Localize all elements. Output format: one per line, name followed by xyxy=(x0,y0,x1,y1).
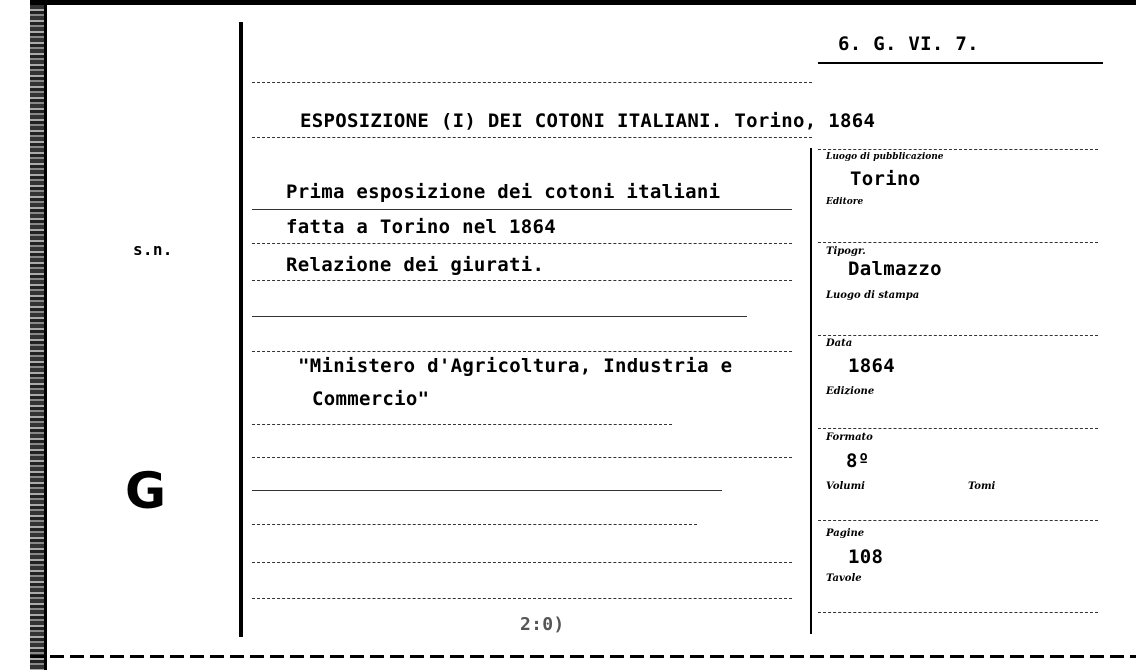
rule xyxy=(252,490,722,491)
shelfmark: 6. G. VI. 7. xyxy=(838,33,979,55)
rule xyxy=(252,562,792,563)
field-label-tomi: Tomi xyxy=(968,481,996,492)
field-value-luogo-pubblicazione: Torino xyxy=(850,168,921,190)
field-rule xyxy=(818,612,1098,613)
card-top-border xyxy=(30,0,1136,5)
card-left-edge xyxy=(30,0,44,670)
field-rule xyxy=(818,149,1098,150)
rule xyxy=(252,137,812,138)
field-label-editore: Editore xyxy=(826,197,864,207)
field-label-luogo-stampa: Luogo di stampa xyxy=(826,290,920,301)
rule xyxy=(252,209,792,210)
title-line: fatta a Torino nel 1864 xyxy=(286,216,556,238)
field-label-tipografo: Tipogr. xyxy=(826,246,866,257)
rule xyxy=(252,598,792,599)
field-value-pagine: 108 xyxy=(848,546,884,568)
field-rule xyxy=(818,242,1098,243)
shelfmark-underline xyxy=(818,62,1103,64)
author-line: Commercio" xyxy=(312,388,430,410)
heading: ESPOSIZIONE (I) DEI COTONI ITALIANI. Torino, 1864 xyxy=(300,110,876,132)
card-bottom-border xyxy=(30,655,1136,658)
author-line: "Ministero d'Agricoltura, Industria e xyxy=(298,355,733,377)
rule xyxy=(252,82,812,83)
rule xyxy=(252,243,792,244)
field-label-luogo-pubblicazione: Luogo di pubblicazione xyxy=(826,152,944,162)
section-letter: G xyxy=(125,462,167,520)
rule xyxy=(252,280,792,281)
rule xyxy=(252,316,747,317)
main-vertical-rule xyxy=(239,22,243,637)
title-line: Prima esposizione dei cotoni italiani xyxy=(286,181,721,203)
rule xyxy=(252,351,792,352)
field-value-formato: 8º xyxy=(846,450,870,472)
field-rule xyxy=(818,335,1098,336)
field-label-formato: Formato xyxy=(826,432,873,443)
rule xyxy=(252,524,697,525)
rule xyxy=(252,424,672,425)
footer-number: 2:0) xyxy=(520,614,565,635)
field-rule xyxy=(818,520,1098,521)
fields-vertical-rule xyxy=(810,148,812,634)
field-label-edizione: Edizione xyxy=(826,386,875,397)
card-left-border xyxy=(44,0,47,670)
margin-note: s.n. xyxy=(133,240,173,259)
title-line: Relazione dei giurati. xyxy=(286,254,545,276)
field-label-tavole: Tavole xyxy=(826,573,862,584)
field-rule xyxy=(818,428,1098,429)
field-label-data: Data xyxy=(826,338,853,349)
field-value-data: 1864 xyxy=(848,355,895,377)
rule xyxy=(252,457,792,458)
field-label-volumi: Volumi xyxy=(826,481,865,492)
field-label-pagine: Pagine xyxy=(826,528,865,539)
field-value-tipografo: Dalmazzo xyxy=(848,258,942,280)
